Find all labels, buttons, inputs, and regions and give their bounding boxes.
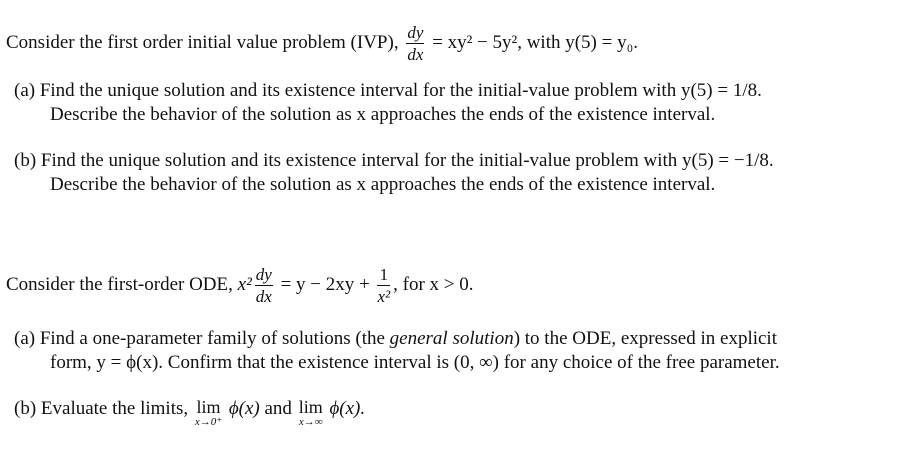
- problem-2-part-b: [14, 398, 365, 428]
- problem-1-part-a-line-2: Describe the behavior of the solution as x approaches the ends of the existence interval.: [50, 104, 716, 125]
- limit-at-zero-expression: ϕ(x): [228, 398, 260, 419]
- problem-2-part-a-line-1: [14, 328, 777, 350]
- problem-2-part-a-post: ) to the ODE, expressed in explicit: [513, 328, 777, 349]
- problem-2-intro-text: Consider the first-order ODE,: [6, 273, 233, 295]
- limit-at-zero-word: lim: [196, 397, 221, 417]
- limit-at-infinity-expression: ϕ(x).: [329, 398, 366, 419]
- problem-2-rhs: = y − 2xy +: [280, 273, 370, 295]
- derivative-denominator: dx: [407, 45, 424, 64]
- problem-1-intro: [6, 24, 638, 63]
- limit-at-zero-subscript: x→0⁺: [194, 416, 223, 428]
- derivative-numerator: dy: [407, 23, 424, 42]
- problem-2-part-b-pre: (b) Evaluate the limits,: [14, 398, 189, 419]
- and-text: and: [264, 398, 292, 419]
- problem-2-part-a-pre: (a) Find a one-parameter family of solutions (the: [14, 328, 385, 349]
- derivative-fraction: [406, 24, 424, 63]
- limit-at-infinity-subscript: x→∞: [298, 416, 323, 428]
- problem-1-part-b-line-1: (b) Find the unique solution and its existence interval for the initial-value problem with y(5) = −1/8.: [14, 150, 774, 171]
- general-solution-emphasis: general solution: [389, 328, 514, 349]
- reciprocal-numerator: 1: [377, 266, 390, 286]
- problem-2-part-a-line-2: form, y = ϕ(x). Confirm that the existence interval is (0, ∞) for any choice of the free parameter.: [50, 352, 780, 373]
- reciprocal-fraction: [377, 266, 390, 305]
- problem-2-intro: [6, 266, 474, 305]
- limit-at-infinity: [299, 398, 323, 428]
- problem-1-part-b-line-2: Describe the behavior of the solution as x approaches the ends of the existence interval.: [50, 174, 716, 195]
- reciprocal-denominator: x²: [377, 287, 391, 306]
- problem-1-part-a-line-1: (a) Find the unique solution and its existence interval for the initial-value problem with y(5) = 1/8.: [14, 80, 762, 101]
- derivative-fraction-2: [255, 266, 273, 305]
- problem-1-equation-rhs: = xy² − 5y², with y(5) = y₀.: [432, 31, 638, 53]
- derivative-2-numerator: dy: [255, 265, 272, 284]
- problem-2-lhs-coeff: x²: [237, 273, 252, 295]
- problem-1-intro-text: Consider the first order initial value problem (IVP),: [6, 31, 399, 53]
- limit-at-infinity-word: lim: [298, 397, 323, 417]
- derivative-2-denominator: dx: [255, 287, 272, 306]
- limit-at-zero: [195, 398, 222, 428]
- problem-2-condition: , for x > 0.: [393, 273, 474, 295]
